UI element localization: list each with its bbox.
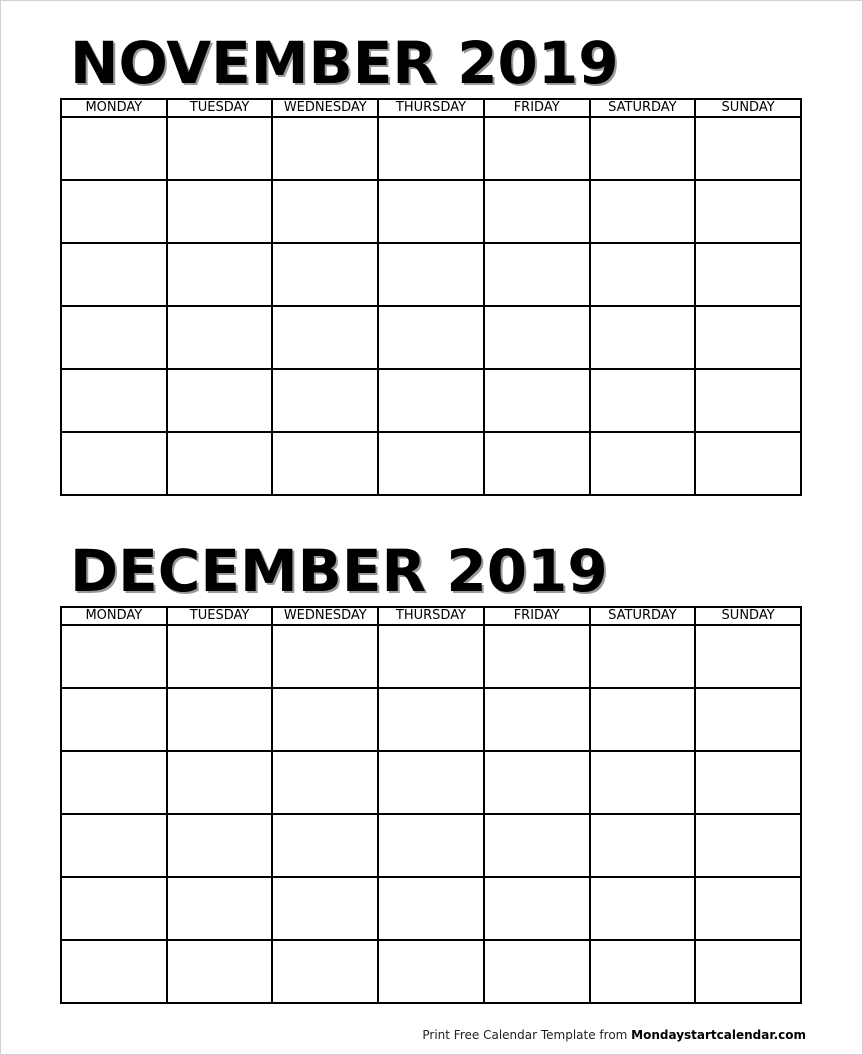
- week-row: [61, 940, 801, 1003]
- weekday-header-thursday: THURSDAY: [378, 99, 484, 117]
- weekday-header-saturday: SATURDAY: [590, 607, 696, 625]
- day-cell[interactable]: [61, 117, 167, 180]
- day-cell[interactable]: [378, 369, 484, 432]
- week-row: [61, 243, 801, 306]
- day-cell[interactable]: [378, 243, 484, 306]
- day-cell[interactable]: [695, 306, 801, 369]
- day-cell[interactable]: [484, 243, 590, 306]
- day-cell[interactable]: [378, 940, 484, 1003]
- day-cell[interactable]: [590, 369, 696, 432]
- weekday-header-friday: FRIDAY: [484, 99, 590, 117]
- day-cell[interactable]: [272, 306, 378, 369]
- day-cell[interactable]: [590, 877, 696, 940]
- day-cell[interactable]: [484, 751, 590, 814]
- day-cell[interactable]: [590, 180, 696, 243]
- day-cell[interactable]: [695, 432, 801, 495]
- weekday-header-monday: MONDAY: [61, 99, 167, 117]
- day-cell[interactable]: [484, 814, 590, 877]
- day-cell[interactable]: [484, 306, 590, 369]
- day-cell[interactable]: [378, 877, 484, 940]
- day-cell[interactable]: [590, 432, 696, 495]
- day-cell[interactable]: [695, 814, 801, 877]
- week-row: [61, 814, 801, 877]
- day-cell[interactable]: [590, 814, 696, 877]
- weekday-header-row: [61, 99, 801, 117]
- day-cell[interactable]: [590, 243, 696, 306]
- week-row: [61, 369, 801, 432]
- day-cell[interactable]: [272, 117, 378, 180]
- calendar-grid-november: [60, 98, 802, 496]
- week-row: [61, 751, 801, 814]
- day-cell[interactable]: [272, 243, 378, 306]
- footer-credit: [422, 1028, 806, 1042]
- day-cell[interactable]: [484, 688, 590, 751]
- day-cell[interactable]: [61, 180, 167, 243]
- footer-brand-link[interactable]: Mondaystartcalendar.com: [631, 1028, 806, 1042]
- week-row: [61, 117, 801, 180]
- day-cell[interactable]: [61, 243, 167, 306]
- day-cells: [61, 625, 801, 1003]
- day-cell[interactable]: [378, 688, 484, 751]
- day-cell[interactable]: [484, 625, 590, 688]
- day-cell[interactable]: [590, 688, 696, 751]
- day-cell[interactable]: [378, 751, 484, 814]
- weekday-header-saturday: SATURDAY: [590, 99, 696, 117]
- week-row: [61, 432, 801, 495]
- weekday-header-sunday: SUNDAY: [695, 99, 801, 117]
- day-cell[interactable]: [695, 940, 801, 1003]
- day-cell[interactable]: [272, 814, 378, 877]
- day-cell[interactable]: [61, 432, 167, 495]
- day-cell[interactable]: [61, 688, 167, 751]
- day-cell[interactable]: [167, 814, 273, 877]
- calendar-grid-december: [60, 606, 802, 1004]
- day-cell[interactable]: [61, 625, 167, 688]
- weekday-header-friday: FRIDAY: [484, 607, 590, 625]
- day-cell[interactable]: [484, 940, 590, 1003]
- day-cell[interactable]: [590, 751, 696, 814]
- month-title-december: DECEMBER 2019: [70, 537, 608, 605]
- footer-text: Print Free Calendar Template from: [422, 1028, 632, 1042]
- day-cell[interactable]: [272, 625, 378, 688]
- day-cell[interactable]: [695, 117, 801, 180]
- day-cell[interactable]: [167, 625, 273, 688]
- day-cell[interactable]: [484, 432, 590, 495]
- day-cell[interactable]: [272, 180, 378, 243]
- month-title-november: NOVEMBER 2019: [70, 29, 619, 97]
- day-cell[interactable]: [167, 751, 273, 814]
- day-cell[interactable]: [695, 243, 801, 306]
- day-cell[interactable]: [167, 180, 273, 243]
- day-cell[interactable]: [484, 369, 590, 432]
- day-cell[interactable]: [167, 306, 273, 369]
- day-cell[interactable]: [378, 180, 484, 243]
- day-cell[interactable]: [484, 877, 590, 940]
- weekday-header-thursday: THURSDAY: [378, 607, 484, 625]
- weekday-header-tuesday: TUESDAY: [167, 99, 273, 117]
- day-cell[interactable]: [484, 117, 590, 180]
- week-row: [61, 688, 801, 751]
- week-row: [61, 306, 801, 369]
- day-cell[interactable]: [695, 625, 801, 688]
- day-cell[interactable]: [167, 877, 273, 940]
- day-cell[interactable]: [272, 940, 378, 1003]
- day-cell[interactable]: [61, 306, 167, 369]
- day-cell[interactable]: [695, 369, 801, 432]
- week-row: [61, 180, 801, 243]
- day-cell[interactable]: [167, 688, 273, 751]
- weekday-header-row: [61, 607, 801, 625]
- day-cell[interactable]: [695, 688, 801, 751]
- day-cells: [61, 117, 801, 495]
- day-cell[interactable]: [167, 432, 273, 495]
- day-cell[interactable]: [590, 940, 696, 1003]
- day-cell[interactable]: [590, 625, 696, 688]
- day-cell[interactable]: [61, 814, 167, 877]
- day-cell[interactable]: [167, 369, 273, 432]
- weekday-header-sunday: SUNDAY: [695, 607, 801, 625]
- day-cell[interactable]: [695, 877, 801, 940]
- day-cell[interactable]: [272, 432, 378, 495]
- day-cell[interactable]: [61, 877, 167, 940]
- day-cell[interactable]: [590, 117, 696, 180]
- day-cell[interactable]: [378, 306, 484, 369]
- day-cell[interactable]: [590, 306, 696, 369]
- day-cell[interactable]: [167, 940, 273, 1003]
- week-row: [61, 877, 801, 940]
- day-cell[interactable]: [272, 688, 378, 751]
- day-cell[interactable]: [61, 751, 167, 814]
- day-cell[interactable]: [272, 751, 378, 814]
- day-cell[interactable]: [378, 814, 484, 877]
- day-cell[interactable]: [378, 432, 484, 495]
- day-cell[interactable]: [61, 369, 167, 432]
- day-cell[interactable]: [378, 117, 484, 180]
- weekday-header-monday: MONDAY: [61, 607, 167, 625]
- day-cell[interactable]: [272, 877, 378, 940]
- day-cell[interactable]: [167, 117, 273, 180]
- day-cell[interactable]: [378, 625, 484, 688]
- day-cell[interactable]: [695, 180, 801, 243]
- weekday-header-wednesday: WEDNESDAY: [272, 99, 378, 117]
- weekday-header-tuesday: TUESDAY: [167, 607, 273, 625]
- day-cell[interactable]: [272, 369, 378, 432]
- day-cell[interactable]: [695, 751, 801, 814]
- day-cell[interactable]: [167, 243, 273, 306]
- day-cell[interactable]: [484, 180, 590, 243]
- weekday-header-wednesday: WEDNESDAY: [272, 607, 378, 625]
- day-cell[interactable]: [61, 940, 167, 1003]
- week-row: [61, 625, 801, 688]
